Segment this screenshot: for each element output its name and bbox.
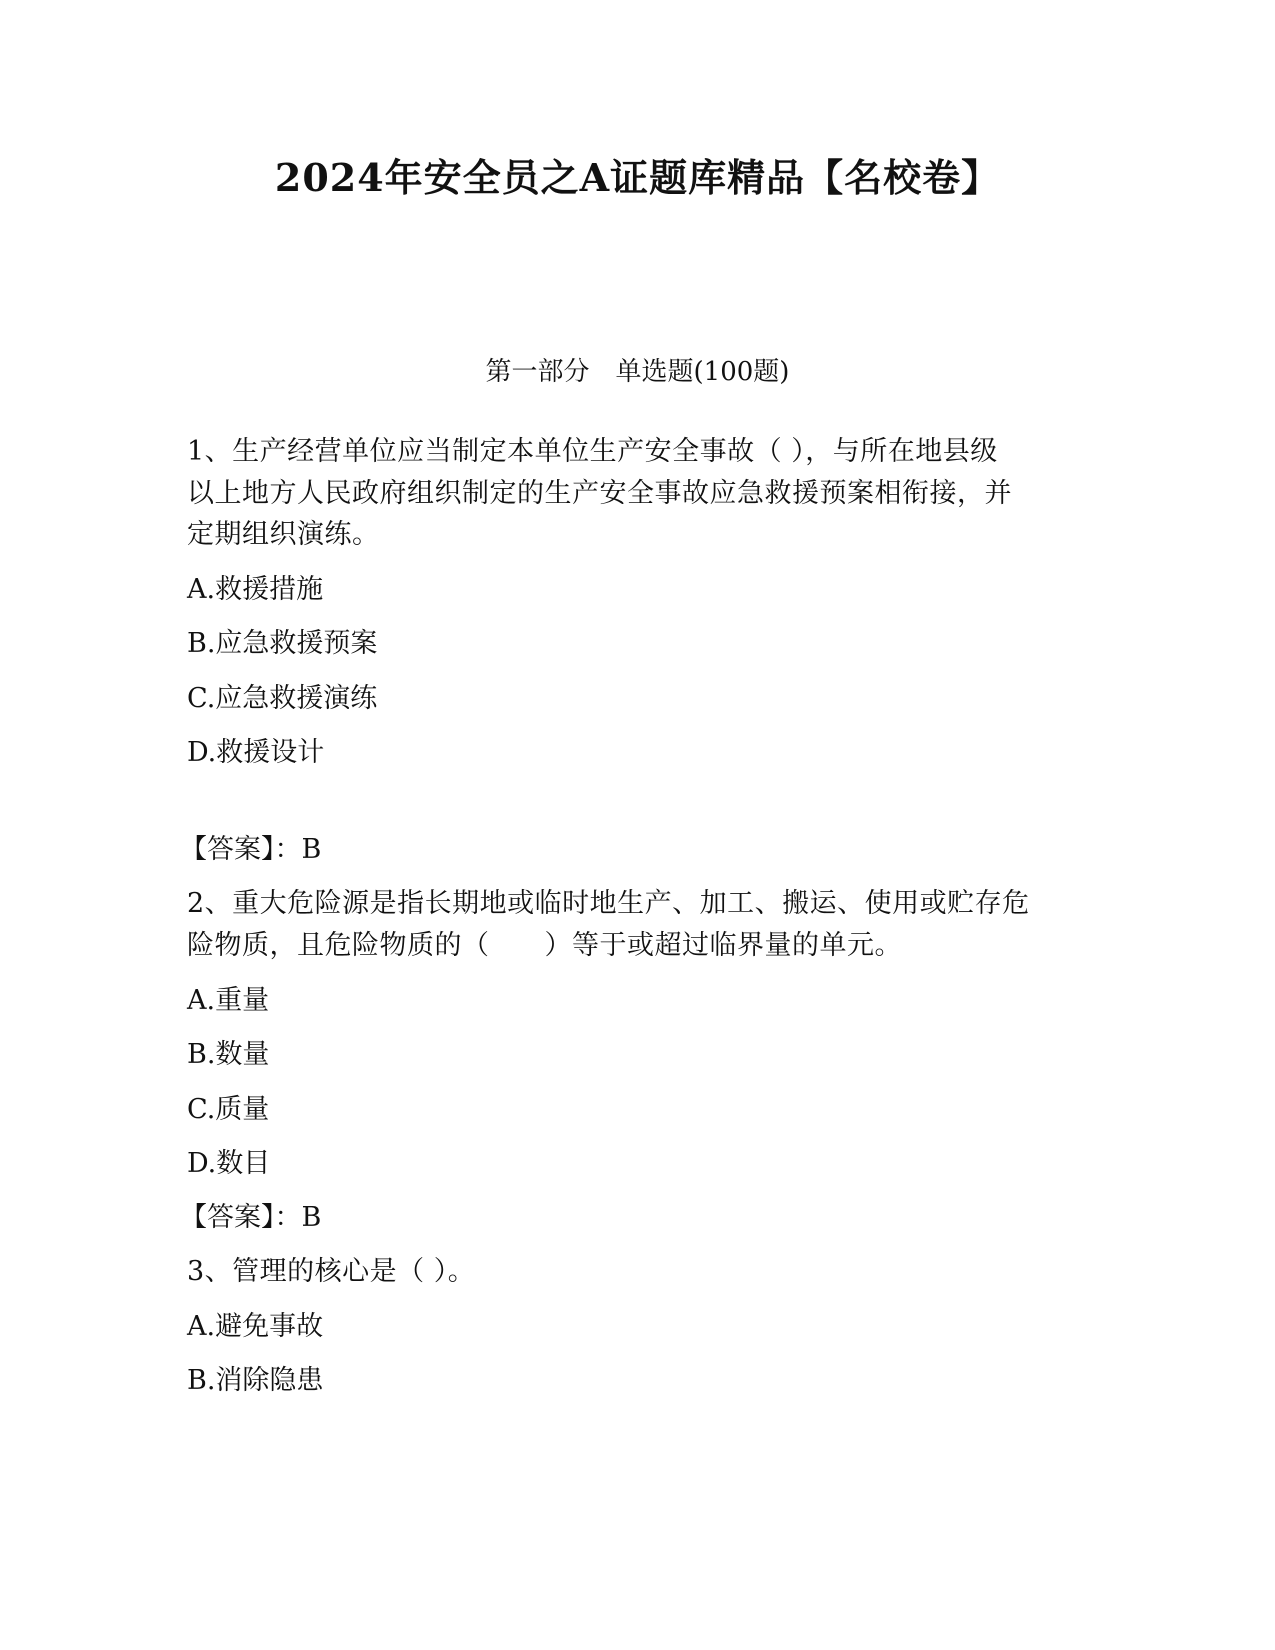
question-1-option-c: C.应急救援演练 (187, 683, 378, 714)
question-2-stem-line-2: 险物质，且危险物质的（ ）等于或超过临界量的单元。 (187, 930, 902, 961)
question-2-stem-line-1: 2、重大危险源是指长期地或临时地生产、加工、搬运、使用或贮存危 (187, 888, 1030, 919)
question-1-stem-line-1: 1、生产经营单位应当制定本单位生产安全事故（ ），与所在地县级 (187, 436, 998, 467)
question-2-answer: 【答案】：B (180, 1202, 322, 1233)
document-title: 2024年安全员之A证题库精品【名校卷】 (274, 155, 1001, 200)
question-1-option-a: A.救援措施 (187, 574, 324, 605)
question-3-stem-line-1: 3、管理的核心是（ ）。 (187, 1256, 476, 1287)
question-1-option-b: B.应急救援预案 (187, 628, 378, 659)
question-1-stem-line-3: 定期组织演练。 (187, 519, 380, 550)
question-2-option-d: D.数目 (187, 1148, 271, 1179)
question-1-option-d: D.救援设计 (187, 737, 325, 768)
question-3-option-a: A.避免事故 (187, 1311, 324, 1342)
question-2-option-b: B.数量 (187, 1039, 270, 1070)
section-heading: 第一部分 单选题(100题) (485, 357, 790, 387)
question-1-answer: 【答案】：B (180, 834, 322, 865)
question-2-option-c: C.质量 (187, 1094, 270, 1125)
question-1-stem-line-2: 以上地方人民政府组织制定的生产安全事故应急救援预案相衔接，并 (187, 478, 1012, 509)
question-3-option-b: B.消除隐患 (187, 1365, 324, 1396)
question-2-option-a: A.重量 (187, 985, 270, 1016)
